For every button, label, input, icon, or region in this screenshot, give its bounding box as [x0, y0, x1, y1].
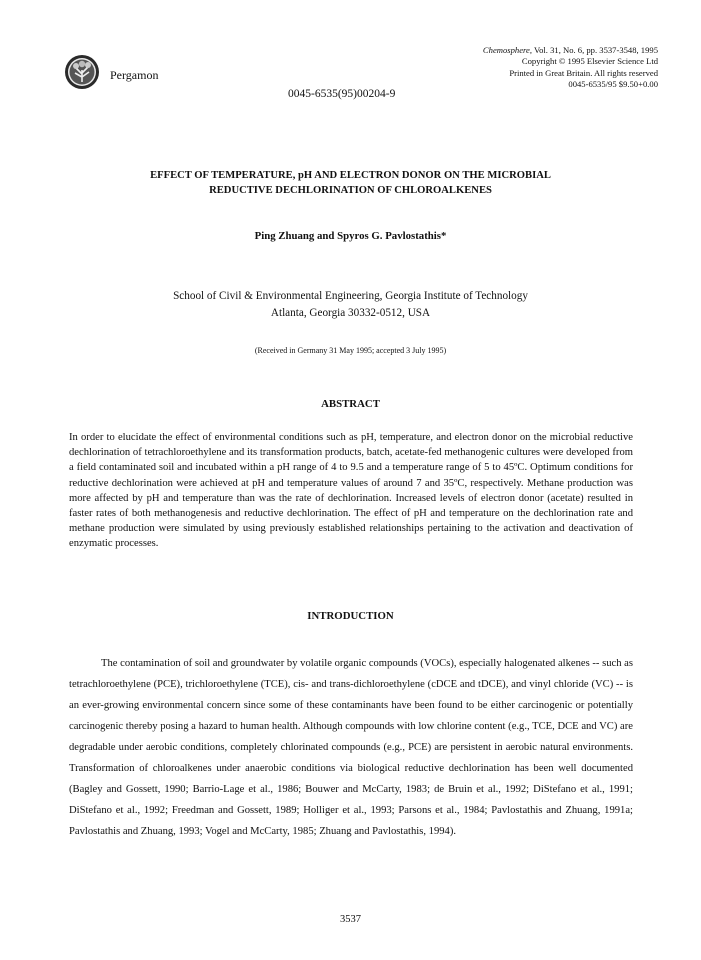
- affiliation: [0, 288, 701, 322]
- journal-citation: [483, 45, 658, 56]
- title-line-2: REDUCTIVE DECHLORINATION OF CHLOROALKENES: [209, 185, 492, 196]
- page-number: 3537: [340, 914, 361, 925]
- copyright: Copyright © 1995 Elsevier Science Ltd: [521, 56, 658, 67]
- price-code: 0045-6535/95 $9.50+0.00: [568, 79, 658, 90]
- journal-info: [483, 45, 658, 91]
- affiliation-line-1: School of Civil & Environmental Engineering, Georgia Institute of Technology: [173, 290, 528, 302]
- paper-title: [40, 168, 661, 198]
- abstract-text: In order to elucidate the effect of environmental conditions such as pH, temperature, and electron donor on the microbial reductive dechlorination of tetrachloroethylene and its transformation products, batch, acetate-fed methanogenic cultures were developed from a field contaminated soil and incubated within a pH range of 4 to 9.5 and a temperature range of 5 to 45ºC. Optimum conditions for reductive dechlorination were achieved at pH and temperature values of around 7 and 35ºC, respectively. Methane production was more affected by pH and temperature than was the rate of dechlorination. Increased levels of electron donor (acetate) resulted in faster rates of both methanogenesis and reductive dechlorination. The effect of pH and temperature on the dechlorination rate and methane production were simulated by using previously established relationships pertaining to the activation and deactivation of enzymatic processes.: [69, 432, 633, 550]
- journal-name: Chemosphere: [482, 45, 530, 55]
- affiliation-line-2: Atlanta, Georgia 30332-0512, USA: [270, 307, 431, 319]
- journal-volume-pages: , Vol. 31, No. 6, pp. 3537-3548, 1995: [529, 45, 658, 55]
- introduction-text: The contamination of soil and groundwater by volatile organic compounds (VOCs), especially halogenated alkenes -- such as tetrachloroethylene (PCE), trichloroethylene (TCE), cis- and trans-dichloroethylene (cDCE and tDCE), and vinyl chloride (VC) -- is an ever-growing environmental concern since some of these contaminants have been found to be either carcinogenic or potentially carcinogenic thereby posing a hazard to human health. Although compounds with low chlorine content (e.g., TCE, DCE and VC) are degradable under aerobic conditions, completely chlorinated compounds (e.g., PCE) are persistent in aerobic natural environments. Transformation of chloroalkenes under anaerobic conditions via biological reductive dechlorination has been well documented (Bagley and Gossett, 1990; Barrio-Lage et al., 1986; Bouwer and McCarty, 1983; de Bruin et al., 1992; DiStefano et al., 1991; DiStefano et al., 1992; Freedman and Gossett, 1989; Holliger et al., 1993; Parsons et al., 1984; Pavlostathis and Zhuang, 1991a; Pavlostathis and Zhuang, 1993; Vogel and McCarty, 1985; Zhuang and Pavlostathis, 1994).: [69, 658, 633, 837]
- received-dates: (Received in Germany 31 May 1995; accepted 3 July 1995): [254, 346, 447, 355]
- elsevier-tree-emblem-icon: [64, 54, 100, 90]
- doi: 0045-6535(95)00204-9: [288, 88, 396, 100]
- title-line-1: EFFECT OF TEMPERATURE, pH AND ELECTRON DONOR ON THE MICROBIAL: [150, 170, 551, 181]
- authors: Ping Zhuang and Spyros G. Pavlostathis*: [254, 230, 447, 242]
- introduction-heading: INTRODUCTION: [307, 610, 394, 622]
- printed-in: Printed in Great Britain. All rights reserved: [509, 67, 658, 78]
- publisher-name: Pergamon: [110, 68, 159, 82]
- abstract-heading: ABSTRACT: [321, 398, 380, 410]
